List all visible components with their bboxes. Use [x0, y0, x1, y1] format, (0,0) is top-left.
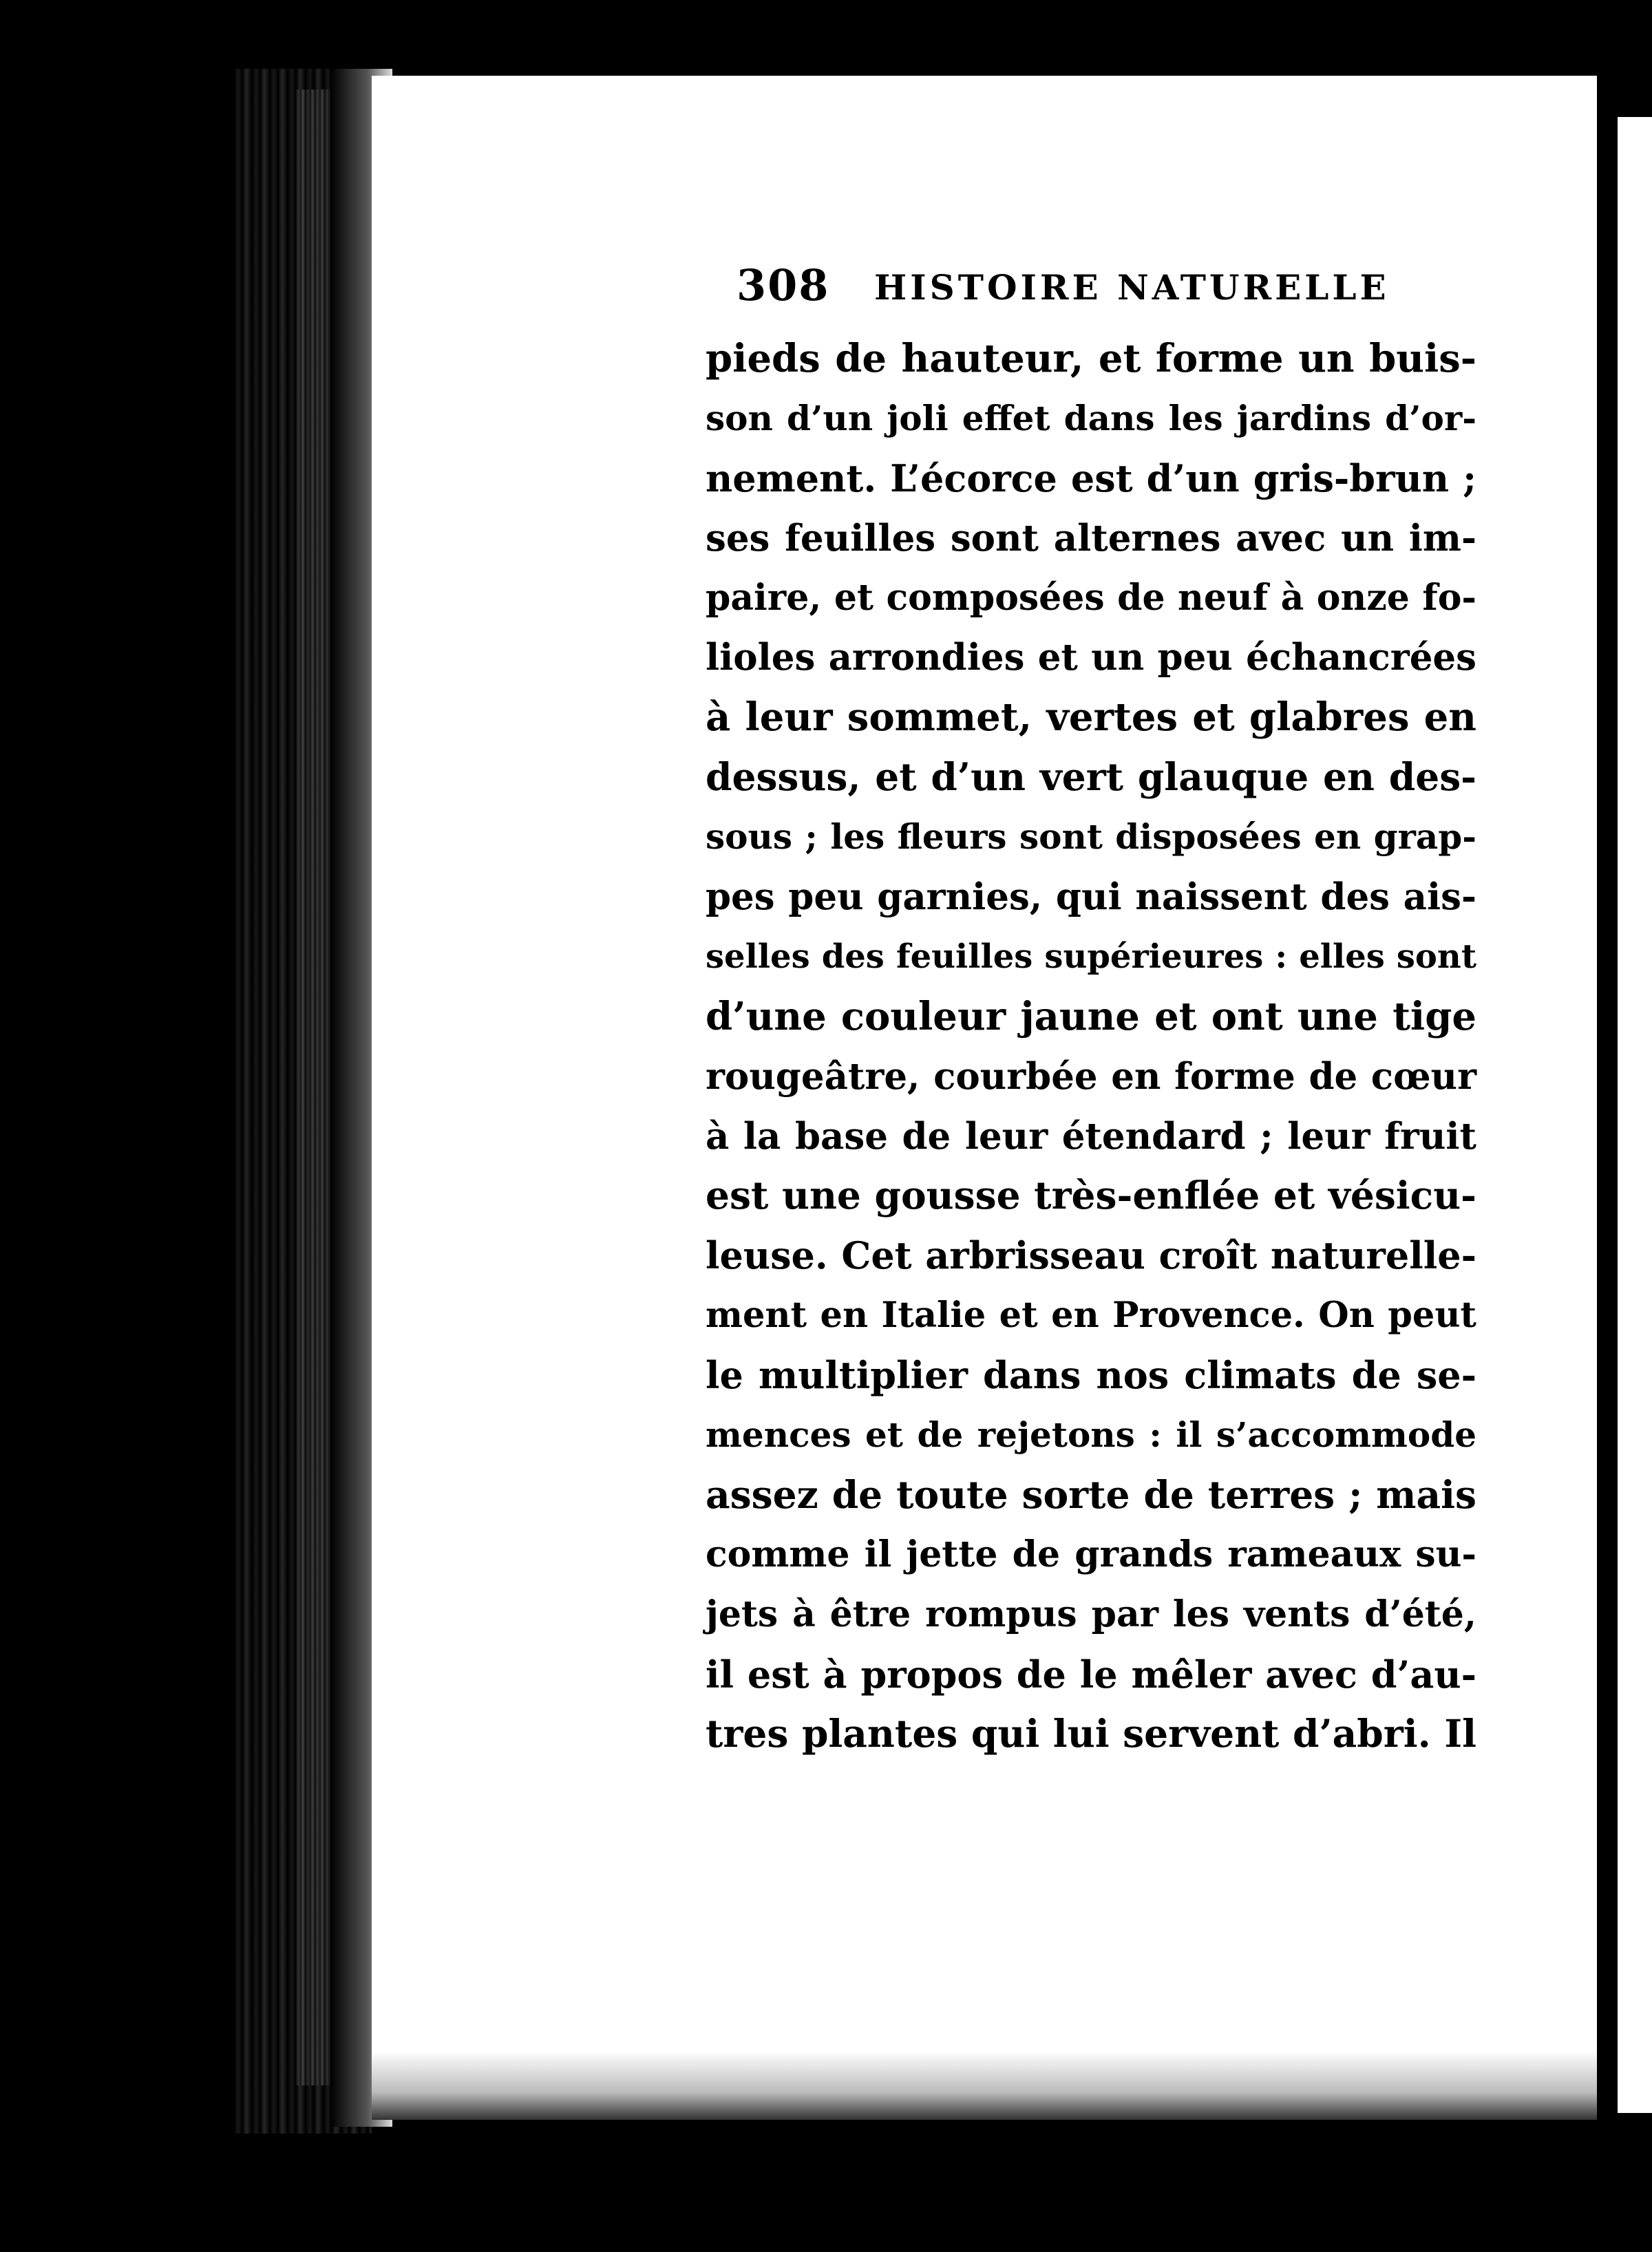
page-header [737, 260, 1439, 322]
text-line: jets à être rompus par les vents d’été, [706, 1593, 1476, 1635]
page-number: 308 [737, 260, 830, 310]
running-head: HISTOIRE NATURELLE [874, 267, 1390, 308]
text-line: d’une couleur jaune et ont une tige [706, 993, 1476, 1039]
text-line: sous ; les fleurs sont disposées en grap- [706, 816, 1476, 858]
text-line: à leur sommet, vertes et glabres en [706, 694, 1476, 741]
text-line: lioles arrondies et un peu échancrées [706, 636, 1476, 679]
page-bottom-shadow [372, 2051, 1597, 2120]
text-line: leuse. Cet arbrisseau croît naturelle- [706, 1233, 1476, 1278]
text-line: ses feuilles sont alternes avec un im- [706, 516, 1476, 560]
text-line: mences et de rejetons : il s’accommode [706, 1414, 1476, 1456]
text-line: pes peu garnies, qui naissent des ais- [706, 875, 1476, 919]
text-line: pieds de hauteur, et forme un buis- [706, 336, 1476, 381]
text-line: est une gousse très-enflée et vésicu- [706, 1173, 1476, 1218]
text-line: tres plantes qui lui servent d’abri. Il [706, 1711, 1476, 1756]
text-line: paire, et composées de neuf à onze fo- [706, 576, 1476, 619]
text-line: le multiplier dans nos climats de se- [706, 1353, 1476, 1398]
text-line: ment en Italie et en Provence. On peut [706, 1295, 1476, 1337]
text-line: assez de toute sorte de terres ; mais [706, 1472, 1476, 1517]
text-line: à la base de leur étendard ; leur fruit [706, 1114, 1476, 1158]
text-line: selles des feuilles supérieures : elles sont [706, 937, 1476, 976]
body-text [706, 329, 1476, 1764]
text-line: comme il jette de grands rameaux su- [706, 1533, 1476, 1575]
facing-page-sliver [1618, 117, 1652, 2113]
text-line: son d’un joli effet dans les jardins d’or- [706, 397, 1476, 438]
text-line: nement. L’écorce est d’un gris-brun ; [706, 456, 1476, 500]
text-line: dessus, et d’un vert glauque en des- [706, 754, 1476, 800]
right-page-edge [1597, 96, 1613, 2127]
text-line: rougeâtre, courbée en forme de cœur [706, 1054, 1476, 1098]
text-line: il est à propos de le mêler avec d’au- [706, 1652, 1476, 1697]
